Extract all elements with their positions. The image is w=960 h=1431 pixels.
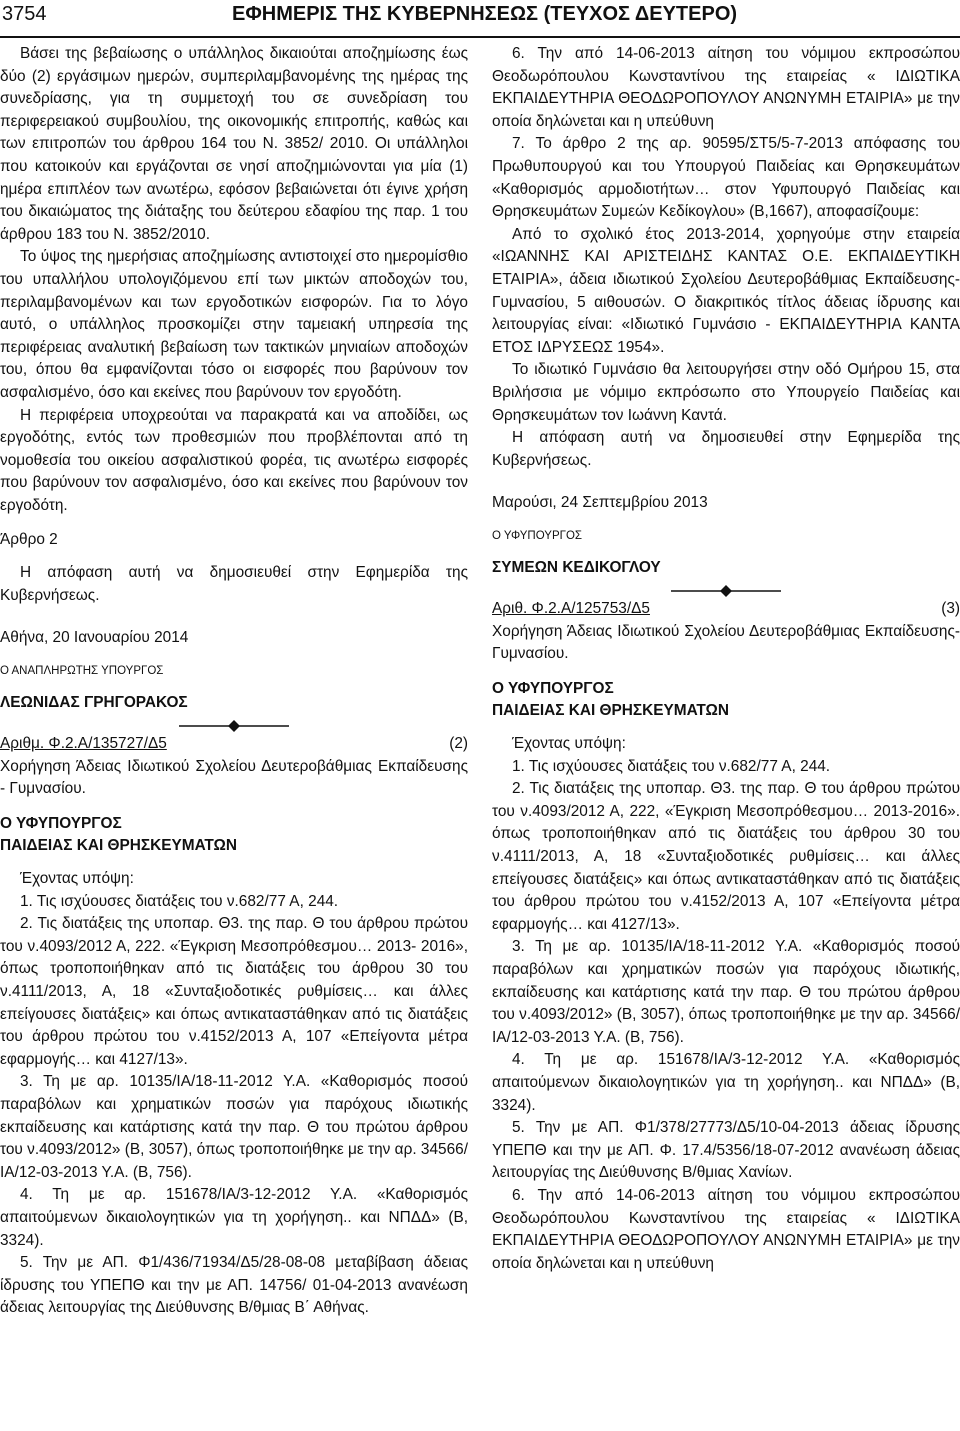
list-item: 2. Τις διατάξεις της υποπαρ. Θ3. της παρ. Θ του άρθρου πρώτου του ν.4093/2012 Α, 222. «Έγκριση Μεσοπρόθεσμου… 2013- 2016», όπως τροποποιήθηκαν από τις διατάξεις του άρθρου 30 του ν.4111/2013, Α, 18 «Συνταξιοδοτικές ρυθμίσεις… και άλλες επείγουσες διατάξεις» και όπως αντικαταστάθηκαν από τις διατάξεις του άρθρου πρώτου του ν.4152/2013 Α, 107 «Επείγοντα μέτρα εφαρμογής… και 4127/13». — [0, 915, 468, 1068]
doc-subject: Χορήγηση Άδειας Ιδιωτικού Σχολείου Δευτεροβάθμιας Εκπαίδευσης- Γυμνασίου. — [492, 622, 960, 663]
list-item: 4. Τη με αρ. 151678/ΙΑ/3-12-2012 Υ.Α. «Καθορισμός απαιτούμενων δικαιολογητικών για τη χορήγηση.. και ΝΠΔΔ» (Β, 3324). — [492, 1051, 960, 1114]
left-column — [0, 43, 468, 1320]
paragraph: Η απόφαση αυτή να δημοσιευθεί στην Εφημερίδα της Κυβερνήσεως. — [0, 564, 468, 604]
authority-title: Ο ΥΦΥΠΟΥΡΓΟΣ — [492, 679, 614, 697]
ref-number: Αριθμ. Φ.2.Α/135727/Δ5 — [0, 735, 167, 753]
ref-index: (2) — [449, 735, 468, 753]
list-item: 1. Τις ισχύουσες διατάξεις του ν.682/77 Α, 244. — [512, 757, 831, 775]
place-date: Μαρούσι, 24 Σεπτεμβρίου 2013 — [492, 494, 708, 512]
list-item: 4. Τη με αρ. 151678/ΙΑ/3-12-2012 Υ.Α. «Καθορισμός απαιτούμενων δικαιολογητικών για τη χορήγηση.. και ΝΠΔΔ» (Β, 3324). — [0, 1186, 468, 1249]
signer-name: ΣΥΜΕΩΝ ΚΕΔΙΚΟΓΛΟΥ — [492, 559, 661, 577]
signer-name: ΛΕΩΝΙΔΑΣ ΓΡΗΓΟΡΑΚΟΣ — [0, 694, 188, 712]
signer-title: Ο ΥΦΥΠΟΥΡΓΟΣ — [492, 529, 583, 542]
article-heading: Άρθρο 2 — [0, 531, 58, 549]
section-separator — [671, 584, 781, 598]
list-item: 1. Τις ισχύουσες διατάξεις του ν.682/77 Α, 244. — [20, 892, 339, 910]
paragraph: Βάσει της βεβαίωσης ο υπάλληλος δικαιούται αποζημίωσης έως δύο (2) εργάσιμων ημερών, συμπεριλαμβανομένης της ημέρας της συνεδρίασης, για τη συμμετοχή του σε συνεδρίαση του περιφερειακού συμβουλίου, της οικονομικής επιτροπής, καθώς και των επιτροπών του άρθρου 164 του Ν. 3852/ 2010. Οι υπάλληλοι που κατοικούν και εργάζονται σε νησί αποζημιώνονται για μία (1) ημέρα επιπλέον των ανωτέρω, εφόσον βεβαιώνεται ότι έγινε χρήση του δικαιώματος της διάταξης του δεύτερου εδαφίου της παρ. 1 του άρθρου 183 του Ν. 3852/2010. — [0, 45, 468, 243]
ref-number: Αριθ. Φ.2.Α/125753/Δ5 — [492, 600, 650, 618]
list-item: 7. Το άρθρο 2 της αρ. 90595/ΣΤ5/5-7-2013 απόφασης του Πρωθυπουργού και του Υπουργού Παιδείας και Θρησκευμάτων «Καθορισμός αρμοδιοτήτων… στον Υφυπουργό Παιδείας και Θρησκευμάτων Συμεών Κεδίκογλου» (Β,1667), αποφασίζουμε: — [492, 135, 960, 221]
ref-line — [0, 733, 468, 756]
authority-title: Ο ΥΦΥΠΟΥΡΓΟΣ — [0, 814, 122, 832]
right-column — [492, 43, 960, 1275]
having-regard: Έχοντας υπόψη: — [20, 870, 134, 887]
gazette-title: ΕΦΗΜΕΡΙΣ ΤΗΣ ΚΥΒΕΡΝΗΣΕΩΣ (ΤΕΥΧΟΣ ΔΕΥΤΕΡΟ) — [232, 3, 738, 25]
list-item: 5. Την με ΑΠ. Φ1/436/71934/Δ5/28-08-08 μεταβίβαση άδειας ίδρυσης του ΥΠΕΠΘ και την με ΑΠ. 14756/ 01-04-2013 ανανέωση άδειας λειτουργίας της Διεύθυνσης Β/θμιας Β΄ Αθήνας. — [0, 1254, 468, 1317]
paragraph: Η απόφαση αυτή να δημοσιευθεί στην Εφημερίδα της Κυβερνήσεως. — [492, 429, 960, 469]
list-item: 3. Τη με αρ. 10135/ΙΑ/18-11-2012 Υ.Α. «Καθορισμός ποσού παραβόλων και χρηματικών ποσών για παρόχους ιδιωτικής, εκπαίδευσης και κατάρτισης κατά την παρ. Θ του πρώτου άρθρου του ν.4093/2012» (Β, 3057), όπως τροποποιήθηκε με την αρ. 34566/ΙΑ/12-03-2013 Υ.Α. (Β, 756). — [492, 938, 960, 1046]
paragraph: Το ιδιωτικό Γυμνάσιο θα λειτουργήσει στην οδό Ομήρου 15, στα Βριλήσσια με νόμιμο εκπρόσωπο στο Υπουργείο Παιδείας και Θρησκευμάτων τον Ιωάννη Καντά. — [492, 361, 960, 424]
list-item: 2. Τις διατάξεις της υποπαρ. Θ3. της παρ. Θ του άρθρου πρώτου του ν.4093/2012 Α, 222, «Έγκριση Μεσοπρόθεσμου… 2013-2016». όπως τροποποιήθηκαν από τις διατάξεις του άρθρου 30 του ν.4111/2013, Α, 18 «Συνταξιοδοτικές ρυθμίσεις… και άλλες επείγουσες διατάξεις» και όπως αντικαταστάθηκαν από τις διατάξεις του άρθρου πρώτου του ν.4152/2013 Α, 107 «Επείγοντα μέτρα εφαρμογής… και 4127/13». — [492, 780, 960, 933]
authority-ministry: ΠΑΙΔΕΙΑΣ ΚΑΙ ΘΡΗΣΚΕΥΜΑΤΩΝ — [0, 837, 237, 855]
place-date: Αθήνα, 20 Ιανουαρίου 2014 — [0, 629, 189, 647]
page-header — [0, 0, 960, 38]
section-separator — [179, 719, 289, 733]
having-regard: Έχοντας υπόψη: — [512, 735, 626, 753]
signer-title: Ο ΑΝΑΠΛΗΡΩΤΗΣ ΥΠΟΥΡΓΟΣ — [0, 664, 164, 677]
ref-line — [492, 598, 960, 621]
authority-ministry: ΠΑΙΔΕΙΑΣ ΚΑΙ ΘΡΗΣΚΕΥΜΑΤΩΝ — [492, 702, 729, 720]
list-item: 3. Τη με αρ. 10135/ΙΑ/18-11-2012 Υ.Α. «Καθορισμός ποσού παραβόλων και χρηματικών ποσών για παρόχους ιδιωτικής εκπαίδευσης και κατάρτισης κατά την παρ. Θ του πρώτου άρθρου του ν.4093/2012» (Β, 3057), όπως τροποποιήθηκε με την αρ. 34566/ΙΑ/12-03-2013 Υ.Α. (Β, 756). — [0, 1073, 468, 1181]
list-item: 6. Την από 14-06-2013 αίτηση του νόμιμου εκπροσώπου Θεοδωρόπουλου Κωνσταντίνου της εταιρείας « ΙΔΙΩΤΙΚΑ ΕΚΠΑΙΔΕΥΤΗΡΙΑ ΘΕΟΔΩΡΟΠΟΥΛΟΥ ΑΝΩΝΥΜΗ ΕΤΑΙΡΙΑ» με την οποία δηλώνεται και η υπεύθυνη — [492, 1186, 960, 1272]
paragraph: Η περιφέρεια υποχρεούται να παρακρατά και να αποδίδει, ως εργοδότης, εντός των προθεσμιών που προβλέπονται από τη νομοθεσία του οικείου ασφαλιστικού φορέα, τις ανωτέρω εισφορές που βαρύνουν τον ασφαλισμένο, όσο και εκείνες που βαρύνουν τον εργοδότη. — [0, 406, 468, 514]
page-number: 3754 — [2, 3, 47, 25]
paragraph: Από το σχολικό έτος 2013-2014, χορηγούμε στην εταιρεία «ΙΩΑΝΝΗΣ ΚΑΙ ΑΡΙΣΤΕΙΔΗΣ ΚΑΝΤΑΣ Ο.Ε. ΕΚΠΑΙΔΕΥΤΙΚΗ ΕΤΑΙΡΙΑ», άδεια ιδιωτικού Σχολείου Δευτεροβάθμιας Εκπαίδευσης- Γυμνασίου, 5 αιθουσών. Ο διακριτικός τίτλος άδειας ίδρυσης και λειτουργίας είναι: «Ιδιωτικό Γυμνάσιο - ΕΚΠΑΙΔΕΥΤΗΡΙΑ ΚΑΝΤΑ ΕΤΟΣ ΙΔΡΥΣΕΩΣ 1954». — [492, 225, 960, 356]
ref-index: (3) — [941, 600, 960, 618]
paragraph: Το ύψος της ημερήσιας αποζημίωσης αντιστοιχεί στο ημερομίσθιο του υπαλλήλου υπολογιζόμενου επί των μικτών αποδοχών του, περιλαμβανομένων και των εργοδοτικών εισφορών. Για το λόγο αυτό, ο υπάλληλος προσκομίζει στην ταμειακή υπηρεσία της περιφέρειας αναλυτική βεβαίωση των τακτικών μηνιαίων αποδοχών του, όπου θα εμφανίζονται τόσο οι εισφορές που βαρύνουν τον ασφαλισμένο, όσο και εκείνες που βαρύνουν τον εργοδότη. — [0, 248, 468, 401]
list-item: 6. Την από 14-06-2013 αίτηση του νόμιμου εκπροσώπου Θεοδωρόπουλου Κωνσταντίνου της εταιρείας « ΙΔΙΩΤΙΚΑ ΕΚΠΑΙΔΕΥΤΗΡΙΑ ΘΕΟΔΩΡΟΠΟΥΛΟΥ ΑΝΩΝΥΜΗ ΕΤΑΙΡΙΑ» με την οποία δηλώνεται και η υπεύθυνη — [492, 45, 960, 130]
doc-subject: Χορήγηση Άδειας Ιδιωτικού Σχολείου Δευτεροβάθμιας Εκπαίδευσης - Γυμνασίου. — [0, 757, 468, 798]
list-item: 5. Την με ΑΠ. Φ1/378/27773/Δ5/10-04-2013 άδειας ίδρυσης ΥΠΕΠΘ και την με ΑΠ. Φ. 17.4/5356/18-07-2012 ανανέωση άδειας λειτουργίας της Διεύθυνσης Β/θμιας Χανίων. — [492, 1119, 960, 1182]
